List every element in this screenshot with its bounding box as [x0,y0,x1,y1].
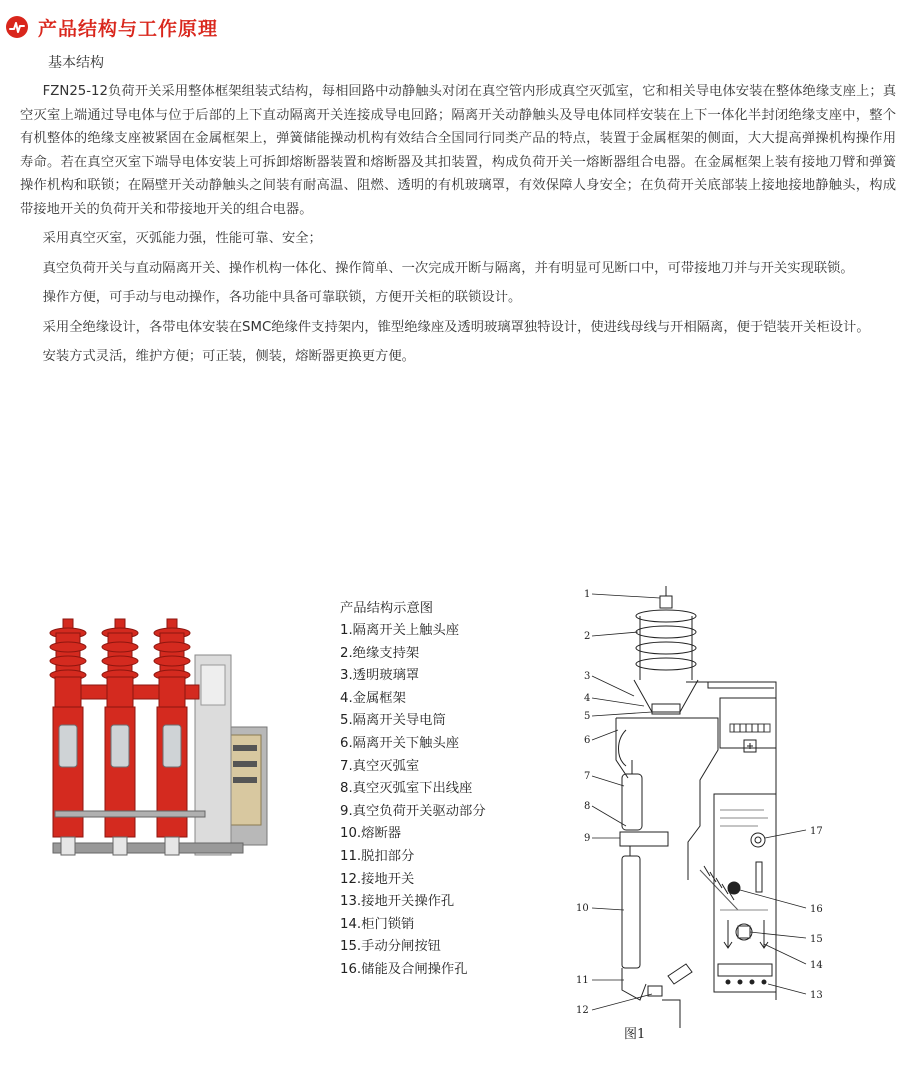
callout-12: 12 [576,1005,589,1016]
callout-3: 3 [584,671,591,682]
legend-item: 3.透明玻璃罩 [340,668,420,684]
legend-item: 15.手动分闸按钮 [340,939,441,955]
structure-legend [340,597,486,982]
section-header [6,14,218,40]
section-subtitle: 基本结构 [48,55,104,71]
callout-11: 11 [576,975,589,986]
legend-item: 11.脱扣部分 [340,848,415,864]
callout-17: 17 [810,826,823,837]
paragraph-feature-3: 操作方便，可手动与电动操作，各功能中具备可靠联锁，方便开关柜的联锁设计。 [42,290,522,305]
callout-9: 9 [584,833,591,844]
description-text [20,80,896,369]
callout-1: 1 [584,589,591,600]
legend-item: 16.储能及合闸操作孔 [340,961,468,977]
callout-14: 14 [810,960,823,971]
callout-6: 6 [584,735,591,746]
callout-15: 15 [810,934,823,945]
legend-item: 14.柜门锁销 [340,916,415,932]
paragraph-feature-2: 真空负荷开关与直动隔离开关、操作机构一体化、操作简单、一次完成开断与隔离，并有明显可见断口中，可带接地刀并与开关实现联锁。 [42,260,854,276]
brand-logo-icon [6,16,28,38]
structure-diagram [568,580,898,1050]
callout-4: 4 [584,693,591,704]
legend-item: 4.金属框架 [340,690,406,706]
legend-item: 1.隔离开关上触头座 [340,623,460,638]
callout-8: 8 [584,801,591,812]
callout-10: 10 [576,903,589,914]
legend-item: 9.真空负荷开关驱动部分 [340,803,486,819]
legend-item: 7.真空灭弧室 [340,758,420,774]
legend-item: 12.接地开关 [340,871,415,887]
legend-list [340,620,486,982]
paragraph-feature-1: 采用真空灭室，灭弧能力强，性能可靠、安全； [42,231,322,246]
legend-item: 13.接地开关操作孔 [340,894,455,910]
page-title: 产品结构与工作原理 [38,17,219,40]
callout-2: 2 [584,631,591,642]
legend-item: 10.熔断器 [340,826,402,842]
paragraph-feature-5: 安装方式灵活，维护方便；可正装，侧装，熔断器更换更方便。 [42,349,415,364]
callout-16: 16 [810,904,823,915]
legend-item: 6.隔离开关下触头座 [340,735,460,751]
product-photo [45,615,277,885]
callout-5: 5 [584,711,591,722]
legend-item: 5.隔离开关导电筒 [340,713,446,729]
callout-7: 7 [584,771,591,782]
callout-13: 13 [810,990,823,1001]
paragraph-intro: FZN25-12负荷开关采用整体框架组装式结构，每相回路中动静触头对闭在真空管内形成真空灭弧室，它和相关导电体安装在整体绝缘支座上；真空灭室上端通过导电体与位于后部的上下直动隔离开关连接成导电回路；隔离开关动静触头及导电体同样安装在上下一体化半封闭绝缘支座中，整个有机整体的绝缘支座被紧固在金属框架上，弹簧储能操动机构有效结合全国同行同类产品的特点，装置于金属框架的侧面，大大提高弹操机构操作用寿命。若在真空灭室下端导电体安装上可拆卸熔断器装置和熔断器及其扣装置，构成负荷开关一熔断器组合电器。在金属框架上装有接地刀臂和弹簧操作机构和联锁；在隔壁开关动静触头之间装有耐高温、阻燃、透明的有机玻璃罩，有效保障人身安全；在负荷开关底部装上接地接地静触头，构成带接地开关的负荷开关和带接地开关的组合电器。 [20,84,896,217]
legend-item: 8.真空灭弧室下出线座 [340,781,473,797]
legend-item: 2.绝缘支持架 [340,645,420,661]
figure-caption: 图1 [624,1027,646,1042]
paragraph-feature-4: 采用全绝缘设计，各带电体安装在SMC绝缘件支持架内，锥型绝缘座及透明玻璃罩独特设计，使进线母线与开相隔离，便于铠装开关柜设计。 [42,319,870,335]
legend-title: 产品结构示意图 [340,601,434,616]
